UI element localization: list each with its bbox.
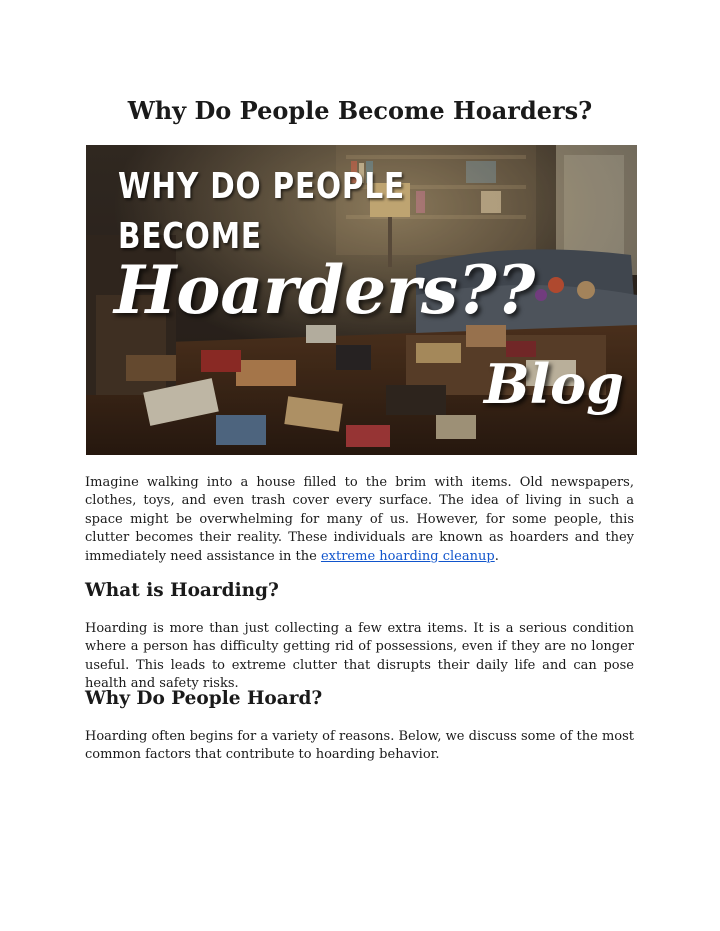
extreme-hoarding-cleanup-link[interactable]: extreme hoarding cleanup bbox=[320, 548, 495, 564]
hero-title-line1: WHY DO PEOPLE bbox=[118, 166, 405, 207]
hero-overlay-text bbox=[86, 145, 637, 455]
what-is-hoarding-paragraph: Hoarding is more than just collecting a few extra items. It is a serious condition where a person has difficulty getting rid of possessions, even if they are no longer useful. This leads to extreme clutter that disrupts their daily life and can pose health and safety risks. bbox=[85, 621, 634, 692]
what-is-hoarding-heading: What is Hoarding? bbox=[85, 580, 279, 601]
why-people-hoard-paragraph: Hoarding often begins for a variety of reasons. Below, we discuss some of the most common factors that contribute to hoarding behavior. bbox=[85, 729, 634, 763]
page-title: Why Do People Become Hoarders? bbox=[127, 96, 593, 125]
hero-title-line2: BECOME bbox=[118, 216, 262, 257]
why-people-hoard-heading: Why Do People Hoard? bbox=[85, 688, 323, 709]
hero-script-title: Hoarders?? bbox=[114, 251, 536, 329]
intro-text: Imagine walking into a house filled to the brim with items. Old newspapers, clothes, toys, and even trash cover every surface. The idea of living in such a space might be overwhelming for many of us. However, for some people, this clutter becomes their reality. These individuals are known as hoarders and they immediately need assistance in the bbox=[85, 475, 634, 564]
intro-end: . bbox=[494, 548, 499, 564]
hero-image bbox=[86, 145, 637, 455]
intro-paragraph bbox=[85, 474, 634, 566]
hero-blog-label: Blog bbox=[484, 352, 624, 416]
